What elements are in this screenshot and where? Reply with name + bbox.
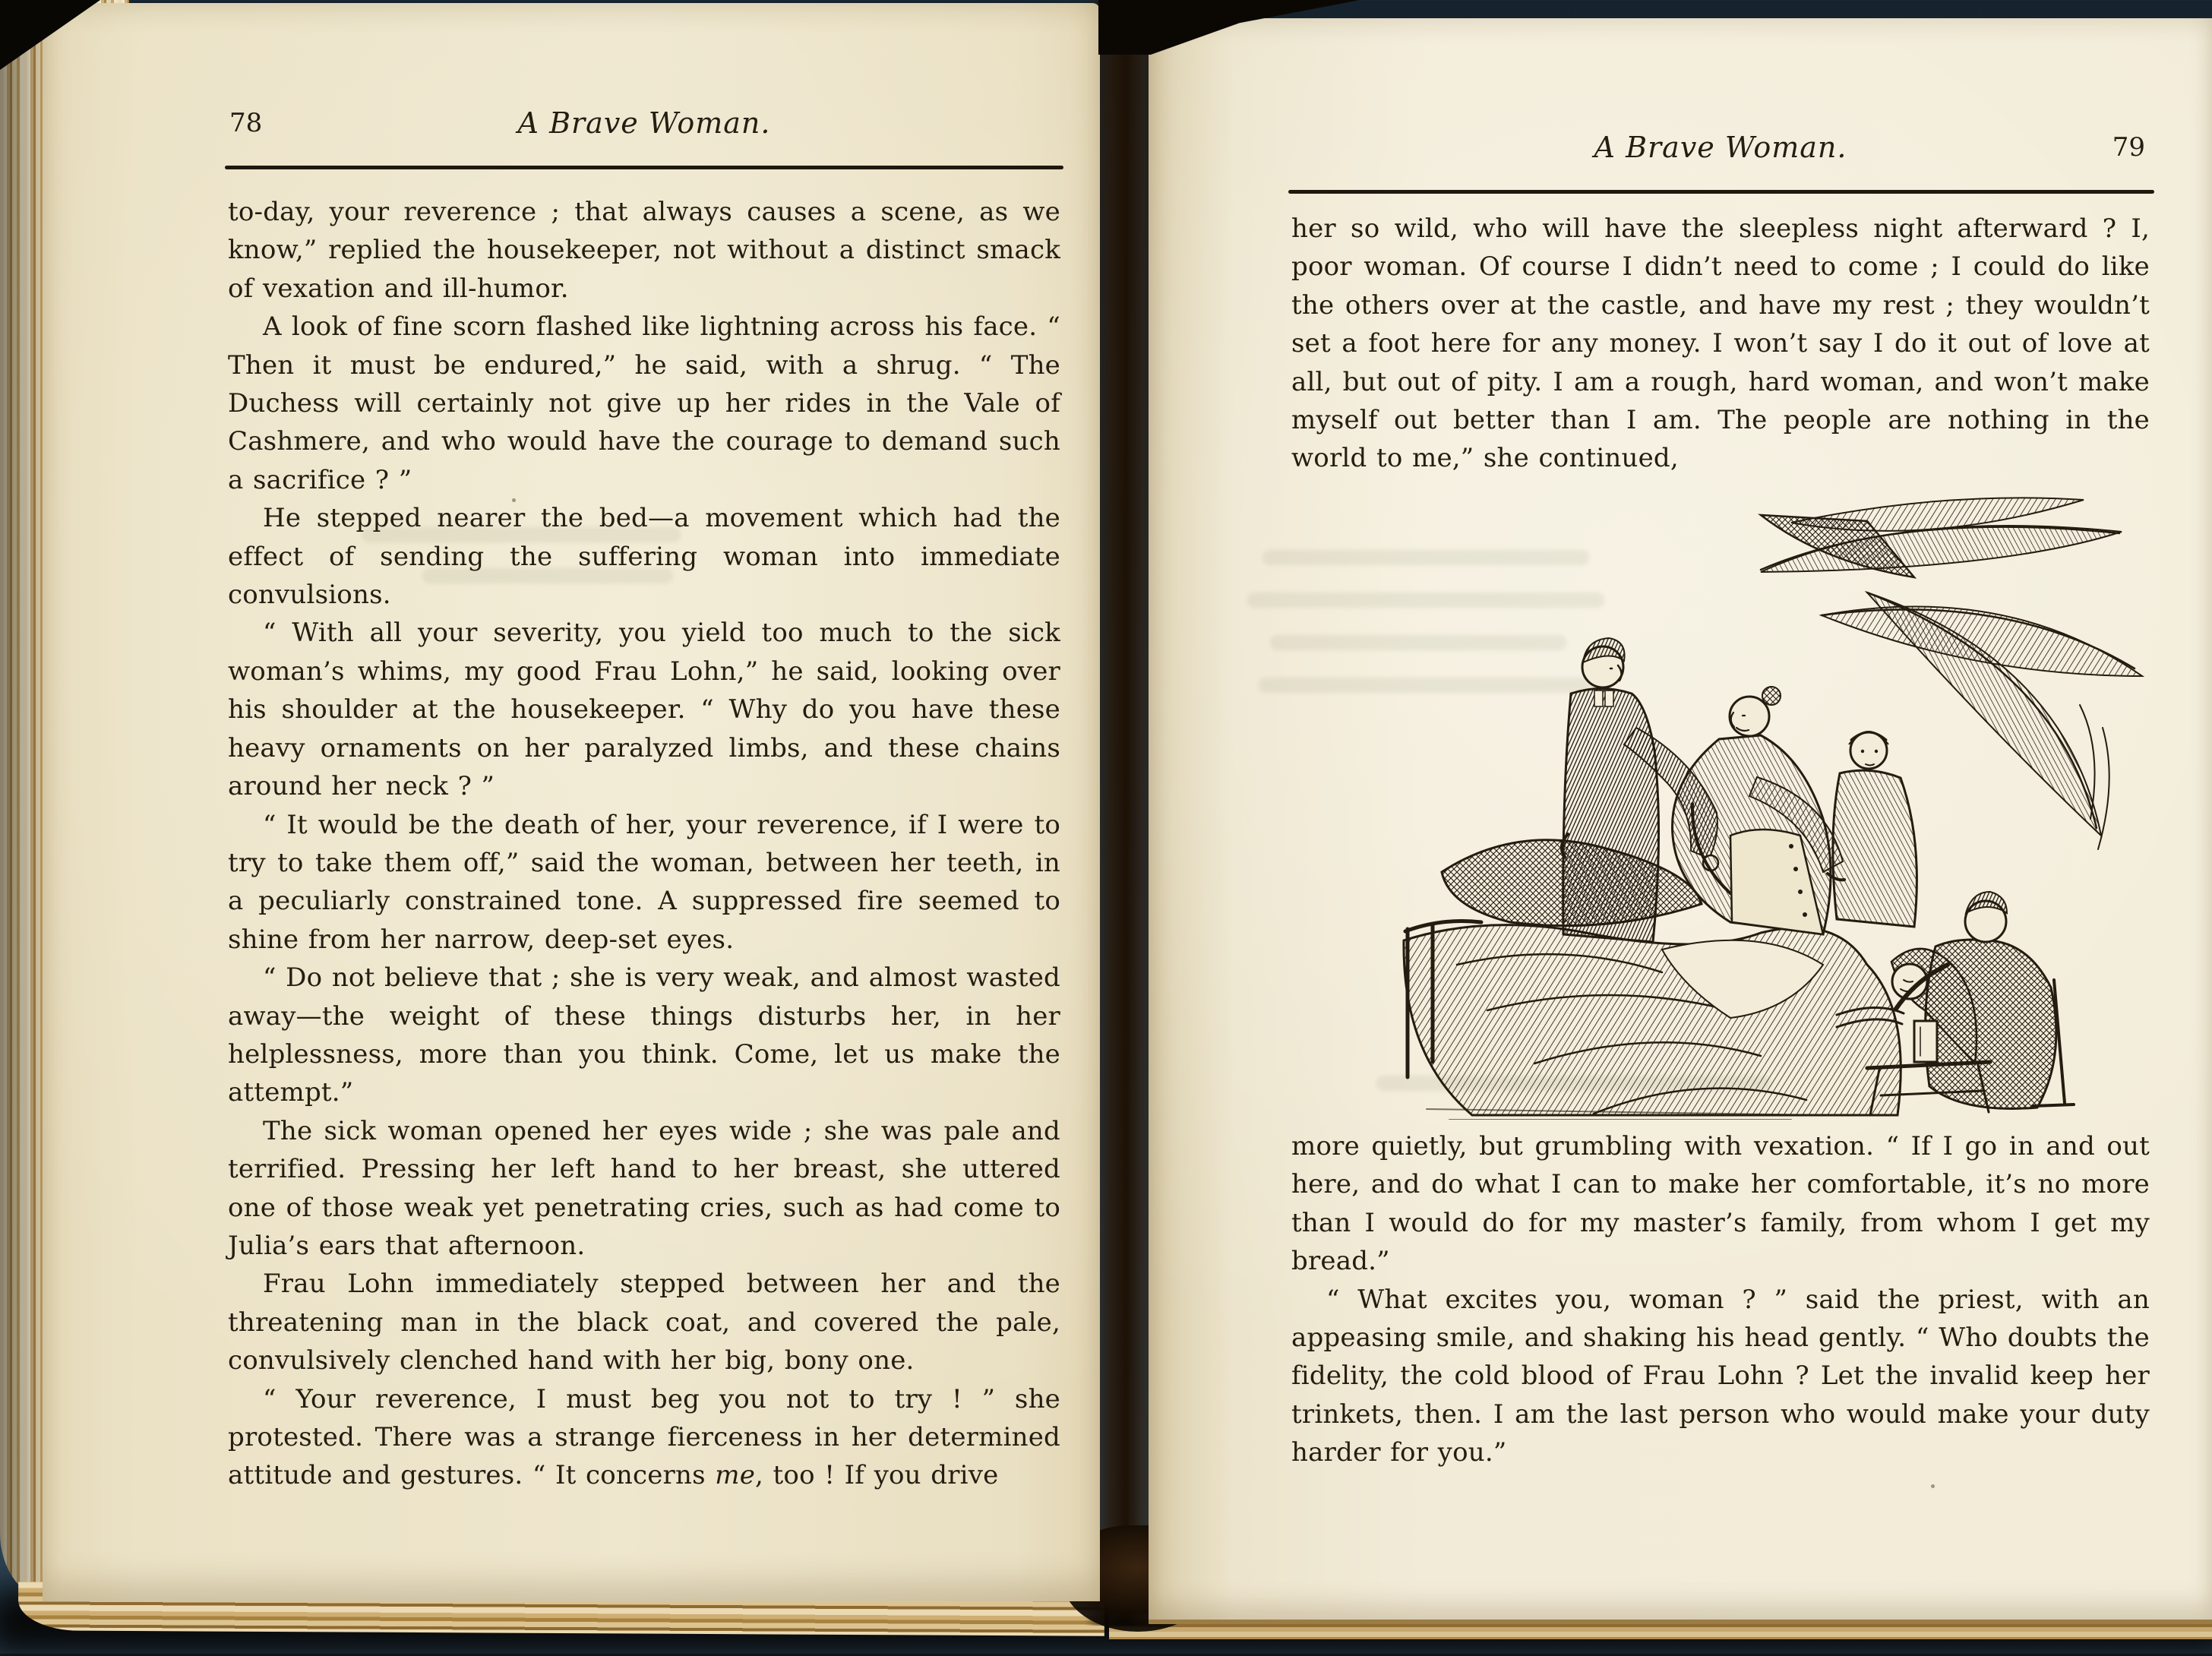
right-page-text-bottom <box>1291 1127 2150 1472</box>
paragraph: “ Do not believe that ; she is very weak, and almost wasted away—the weight of these things disturbs her, in her helplessness, more than you think. Come, let us make the attempt.” <box>228 962 1060 1108</box>
left-page-text <box>228 193 1060 1495</box>
paragraph: A look of fine scorn flashed like lightning across his face. “ Then it must be endured,” he said, with a shrug. “ The Duchess will certainly not give up her rides in the Vale of Cashmere, and who would have the courage to demand such a sacrifice ? ” <box>228 311 1060 495</box>
paragraph: “ What excites you, woman ? ” said the priest, with an appeasing smile, and shaking his head gently. “ Who doubts the fidelity, the cold blood of Frau Lohn ? Let the invalid keep her trinkets, then. I am the last person who would make your duty harder for you.” <box>1291 1284 2150 1468</box>
right-page <box>1149 18 2212 1624</box>
header-rule <box>225 166 1063 169</box>
paragraph: her so wild, who will have the sleepless night afterward ? I, poor woman. Of course I didn’t need to come ; I could do like the others over at the castle, and have my rest ; they wouldn’t set a foot here for any money. I won’t say I do it out of love at all, but out of pity. I am a rough, hard woman, and won’t make myself out better than I am. The people are nothing in the world to me,” she continued, <box>1291 213 2150 474</box>
header-rule <box>1288 190 2154 194</box>
running-title: A Brave Woman. <box>517 106 771 140</box>
paragraph: The sick woman opened her eyes wide ; she was pale and terrified. Pressing her left hand to her breast, she uttered one of those weak yet penetrating cries, such as had come to Julia’s ears that afternoon. <box>228 1115 1060 1261</box>
paragraph: more quietly, but grumbling with vexation. “ If I go in and out here, and do what I can to make her comfortable, it’s no more than I would do for my master’s family, from whom I get my bread.” <box>1291 1131 2150 1277</box>
left-page <box>43 3 1100 1601</box>
paragraph: to-day, your reverence ; that always causes a scene, as we know,” replied the housekeeper, not without a distinct smack of vexation and ill-humor. <box>228 197 1060 304</box>
paragraph: “ It would be the death of her, your reverence, if I were to try to take them off,” said the woman, between her teeth, in a peculiarly constrained tone. A suppressed fire seemed to shine from her narrow, deep-set eyes. <box>228 809 1060 955</box>
page-number: 78 <box>229 108 263 138</box>
paragraph: “ With all your severity, you yield too much to the sick woman’s whims, my good Frau Lohn,” he said, looking over his shoulder at the housekeeper. “ Why do you have these heavy ornaments on her paralyzed limbs, and these chains around her neck ? ” <box>228 618 1060 802</box>
running-title: A Brave Woman. <box>1594 131 1847 164</box>
paragraph: Frau Lohn immediately stepped between her and the threatening man in the black coat, and covered the pale, convulsively clenched hand with her big, bony one. <box>228 1269 1060 1376</box>
left-page-header <box>228 106 1060 149</box>
right-page-text-top <box>1291 210 2150 478</box>
paper-speck <box>1931 1484 1935 1488</box>
sickbed-engraving-illustration <box>1335 477 2159 1120</box>
paragraph: “ Your reverence, I must beg you not to try ! ” she protested. There was a strange fierceness in her determined attitude and gestures. “ It concerns me, too ! If you drive <box>228 1383 1060 1491</box>
page-number: 79 <box>2112 132 2145 163</box>
right-page-header <box>1291 131 2150 173</box>
paragraph: He stepped nearer the bed—a movement which had the effect of sending the suffering woman into immediate convulsions. <box>228 503 1060 611</box>
